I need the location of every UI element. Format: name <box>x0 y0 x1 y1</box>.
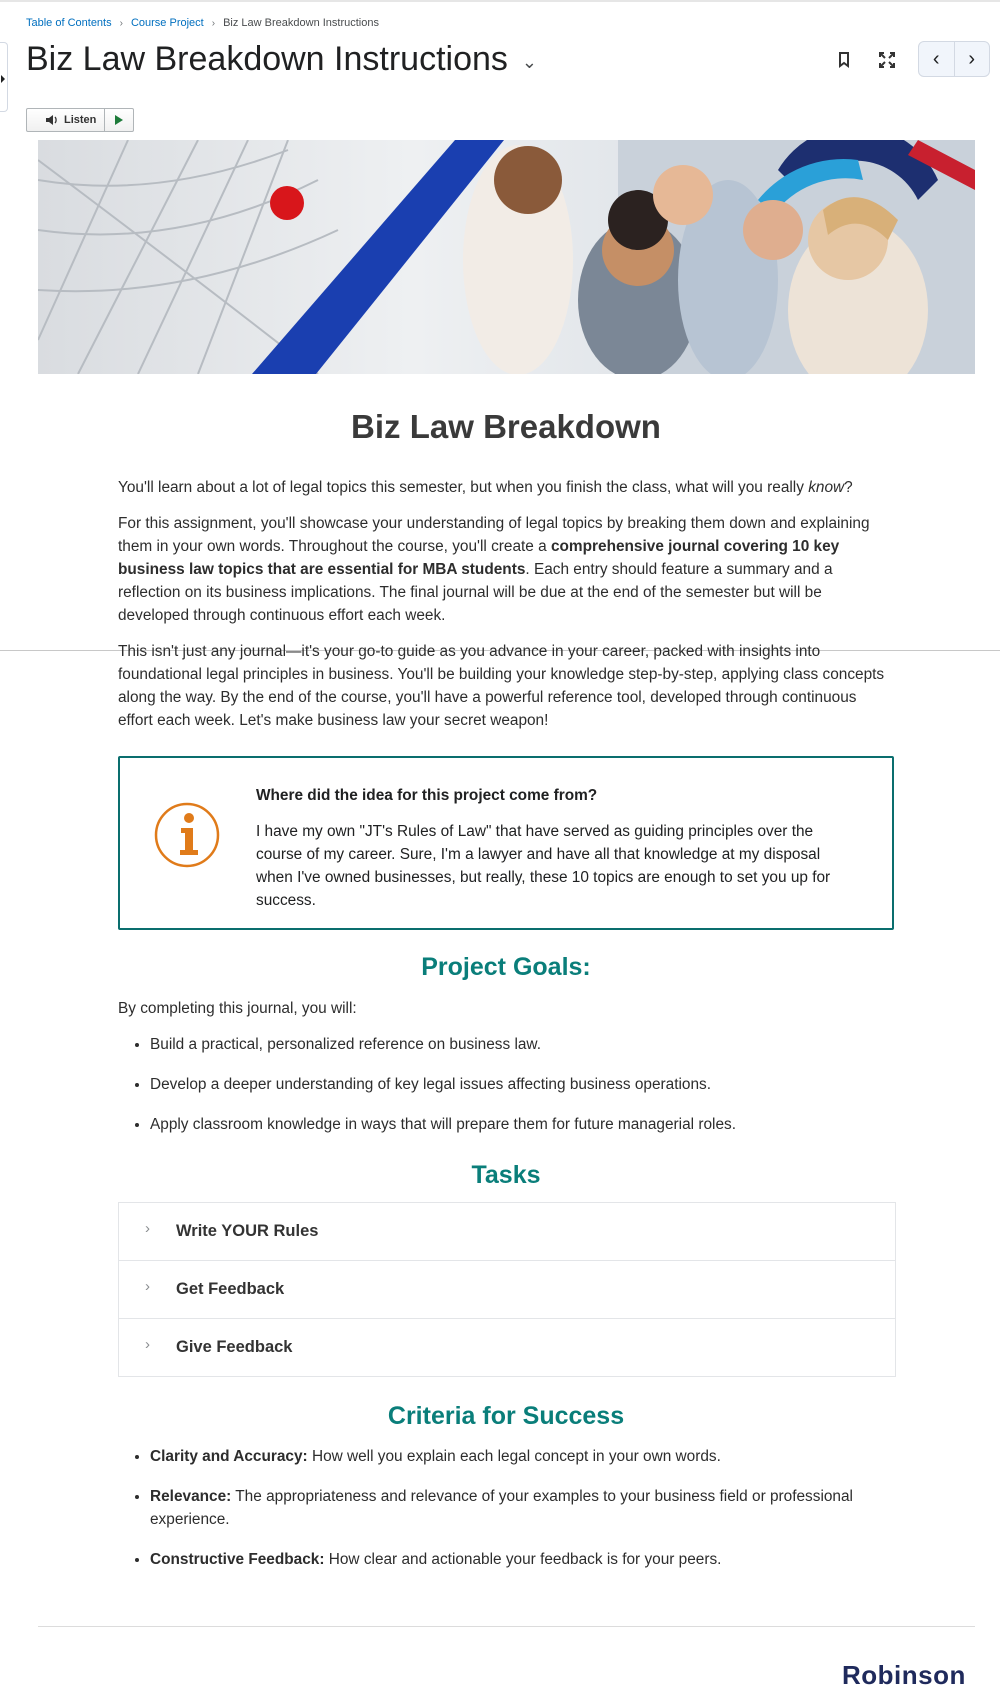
list-item: • Apply classroom knowledge in ways that will prepare them for future managerial roles. <box>150 1113 894 1136</box>
chevron-right-icon: › <box>145 1278 150 1295</box>
intro-paragraph-1: You'll learn about a lot of legal topics this semester, but when you finish the class, what will you really know? <box>118 479 853 496</box>
play-button[interactable] <box>105 109 133 131</box>
goals-lead: By completing this journal, you will: <box>118 1000 357 1017</box>
page-title-dropdown[interactable] <box>26 40 537 79</box>
fullscreen-icon[interactable] <box>873 46 901 74</box>
listen-button[interactable] <box>27 109 105 131</box>
accordion-label: Give Feedback <box>176 1338 293 1356</box>
play-icon <box>115 115 123 125</box>
previous-icon[interactable]: ‹ <box>919 42 955 76</box>
info-body: I have my own "JT's Rules of Law" that have served as guiding principles over the course of my career. Sure, I'm a lawyer and have all that knowledge at my disposal when I've owned businesses, but really, these 10 topics are enough to set you up for success. <box>256 823 831 909</box>
footer-divider <box>38 1626 975 1627</box>
next-icon[interactable]: › <box>968 47 976 70</box>
accordion-label: Get Feedback <box>176 1280 285 1298</box>
page-navigation <box>918 41 990 77</box>
page-title: Biz Law Breakdown Instructions <box>26 40 508 78</box>
intro-paragraph-2: For this assignment, you'll showcase your understanding of legal topics by breaking them down and explaining them in your own words. Throughout the course, you'll create a comprehensive journal covering 10 key business law topics that are essential for MBA students. Each entry should feature a summary and a reflection on its business implications. The final journal will be due at the end of the semester but will be developed through continuous effort each week. <box>118 515 870 624</box>
breadcrumb-course-project[interactable]: Course Project <box>130 17 204 29</box>
criteria-list <box>118 1445 894 1571</box>
accordion-item-get-feedback[interactable] <box>119 1261 895 1319</box>
breadcrumb <box>26 17 379 29</box>
info-icon <box>154 802 220 868</box>
list-item: • Build a practical, personalized reference on business law. <box>150 1033 894 1056</box>
goals-list <box>118 1033 894 1136</box>
goals-heading: Project Goals: <box>421 953 591 981</box>
robinson-logo: Robinson <box>842 1660 966 1690</box>
chevron-right-icon: › <box>145 1220 150 1237</box>
tasks-accordion <box>118 1202 896 1377</box>
chevron-down-icon: ⌄ <box>521 52 537 72</box>
info-callout <box>118 756 894 930</box>
criteria-heading: Criteria for Success <box>387 1402 625 1430</box>
accordion-item-give-feedback[interactable] <box>119 1319 895 1376</box>
breadcrumb-current: Biz Law Breakdown Instructions <box>223 17 379 29</box>
accordion-label: Write YOUR Rules <box>176 1222 319 1240</box>
listen-label: Listen <box>64 114 97 126</box>
list-item: • Relevance: The appropriateness and relevance of your examples to your business field or professional experience. <box>150 1485 894 1531</box>
speaker-icon <box>45 114 59 126</box>
chevron-right-icon: › <box>119 17 123 29</box>
banner-image <box>38 140 975 374</box>
top-border <box>0 0 1000 2</box>
list-item: • Develop a deeper understanding of key legal issues affecting business operations. <box>150 1073 894 1096</box>
side-panel-toggle[interactable] <box>0 42 8 112</box>
list-item: • Constructive Feedback: How clear and actionable your feedback is for your peers. <box>150 1548 894 1571</box>
intro-paragraph-3: This isn't just any journal—it's your go-to guide as you advance in your career, packed with insights into foundational legal principles in business. You'll be building your knowledge step-by-step, applying class concepts along the way. By the end of the course, you'll have a powerful reference tool, developed through continuous effort each week. Let's make business law your secret weapon! <box>118 643 885 729</box>
chevron-right-icon: › <box>145 1336 150 1353</box>
tasks-heading: Tasks <box>471 1161 541 1189</box>
list-item: • Clarity and Accuracy: How well you explain each legal concept in your own words. <box>150 1445 894 1468</box>
breadcrumb-table-of-contents[interactable]: Table of Contents <box>26 17 112 29</box>
listen-control <box>26 108 134 132</box>
accordion-item-write-your-rules[interactable] <box>119 1203 895 1261</box>
info-heading: Where did the idea for this project come from? <box>256 787 598 804</box>
content-heading: Biz Law Breakdown <box>351 408 661 445</box>
bookmark-icon[interactable] <box>830 46 858 74</box>
chevron-right-icon: › <box>211 17 216 29</box>
